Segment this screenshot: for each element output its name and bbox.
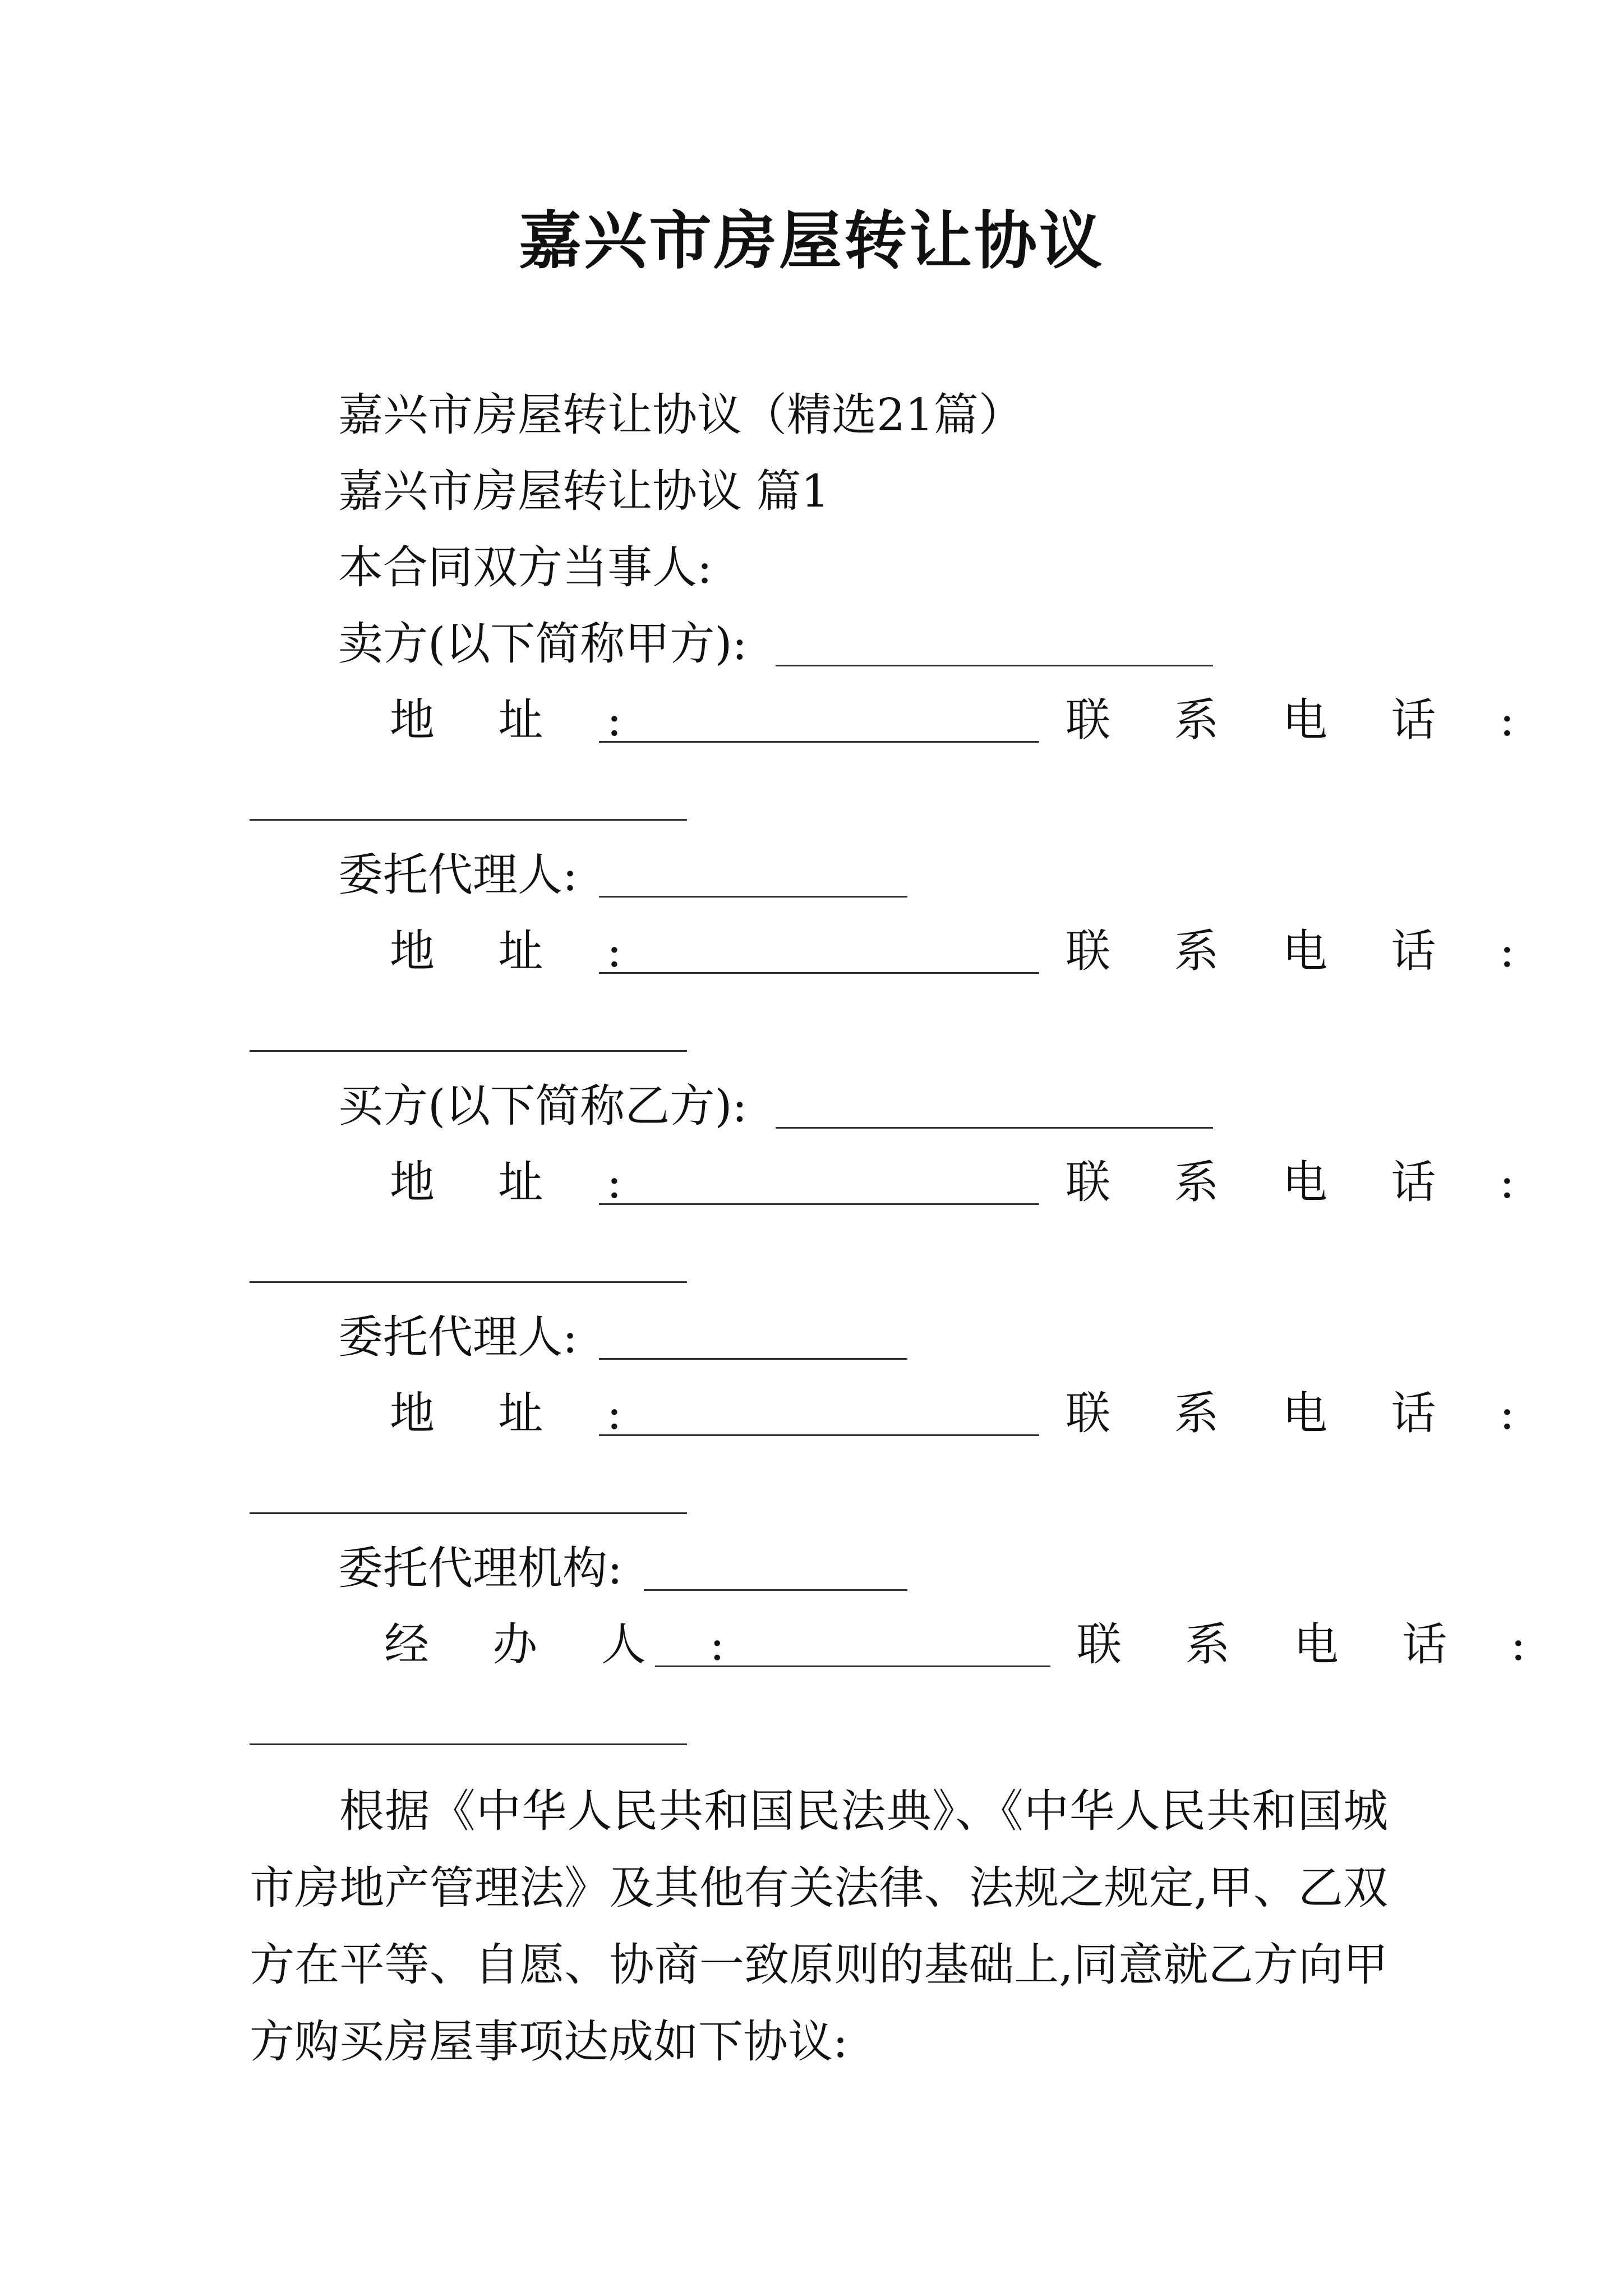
buyer-phone-blank[interactable] — [250, 1281, 687, 1283]
buyer-phone-label: 联 系 电 话 : — [1066, 1156, 1539, 1208]
handler-phone-label: 联 系 电 话 : — [1077, 1618, 1551, 1671]
seller-agent-blank[interactable] — [599, 896, 907, 898]
buyer-label: 买方(以下简称乙方): — [338, 1080, 748, 1132]
handler-phone-blank[interactable] — [250, 1743, 687, 1745]
agency-label: 委托代理机构: — [338, 1542, 623, 1594]
buyer-agent-address-blank[interactable] — [599, 1434, 1039, 1436]
seller-agent-label: 委托代理人: — [338, 849, 578, 901]
seller-address-label: 地 址 : — [390, 694, 647, 746]
buyer-agent-address-label: 地 址 : — [390, 1387, 647, 1439]
seller-label: 卖方(以下简称甲方): — [338, 618, 748, 670]
buyer-name-blank[interactable] — [776, 1127, 1213, 1129]
agreement-paragraph: 根据《中华人民共和国民法典》、《中华人民共和国城市房地产管理法》及其他有关法律、法规之规定,甲、乙双方在平等、自愿、协商一致原则的基础上,同意就乙方向甲方购买房屋事项达成如下协议: — [250, 1785, 1388, 2068]
seller-agent-phone-blank[interactable] — [250, 1050, 687, 1052]
buyer-address-blank[interactable] — [599, 1203, 1039, 1205]
section-heading: 嘉兴市房屋转让协议 篇1 — [338, 465, 830, 517]
seller-phone-label: 联 系 电 话 : — [1066, 694, 1539, 746]
buyer-agent-blank[interactable] — [599, 1358, 907, 1360]
handler-blank[interactable] — [655, 1665, 1050, 1667]
seller-agent-phone-label: 联 系 电 话 : — [1066, 925, 1539, 977]
seller-phone-blank[interactable] — [250, 819, 687, 821]
seller-agent-address-blank[interactable] — [599, 972, 1039, 974]
buyer-address-label: 地 址 : — [390, 1156, 647, 1208]
buyer-agent-phone-label: 联 系 电 话 : — [1066, 1387, 1539, 1439]
document-title: 嘉兴市房屋转让协议 — [519, 204, 1104, 278]
parties-intro: 本合同双方当事人: — [338, 541, 712, 593]
seller-name-blank[interactable] — [776, 665, 1213, 666]
buyer-agent-phone-blank[interactable] — [250, 1512, 687, 1514]
seller-agent-address-label: 地 址 : — [390, 925, 647, 977]
agency-blank[interactable] — [644, 1589, 907, 1591]
buyer-agent-label: 委托代理人: — [338, 1311, 578, 1363]
subtitle: 嘉兴市房屋转让协议（精选21篇） — [338, 389, 1023, 441]
seller-address-blank[interactable] — [599, 741, 1039, 743]
handler-label: 经 办 人 : — [384, 1618, 750, 1671]
